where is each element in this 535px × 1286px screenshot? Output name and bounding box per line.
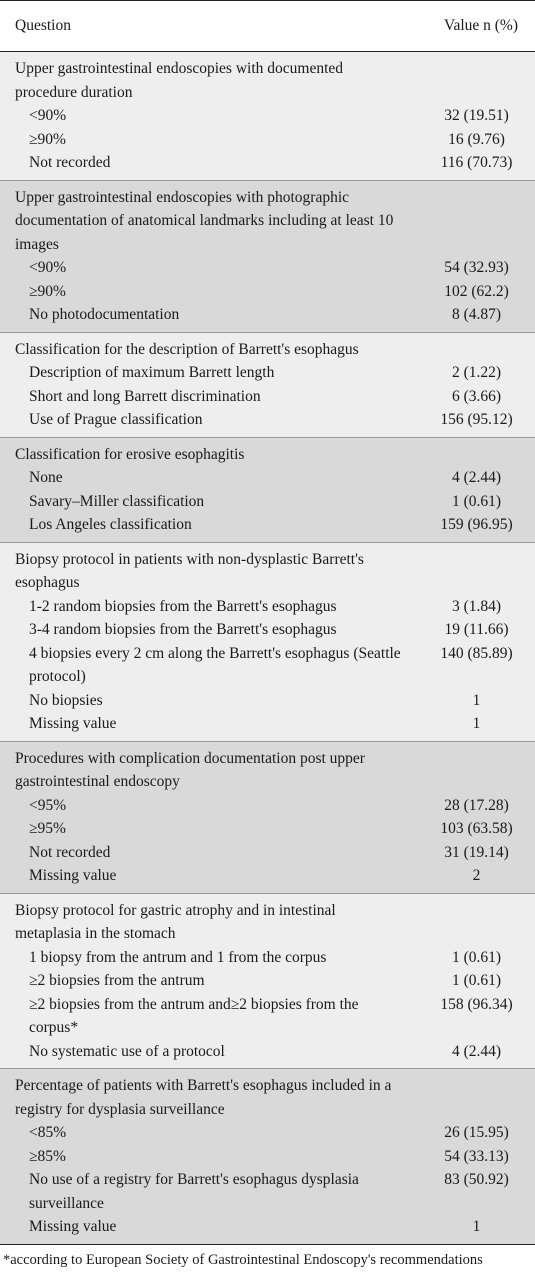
- option-value: 8 (4.87): [451, 306, 502, 323]
- option-value: 102 (62.2): [444, 282, 509, 300]
- option-label: No biopsies: [29, 691, 103, 709]
- option-value: 2 (1.22): [451, 364, 502, 381]
- group-title-row: [0, 741, 535, 794]
- table-header: [0, 1, 535, 52]
- table-row: [0, 466, 535, 490]
- option-label: ≥90%: [29, 130, 66, 148]
- option-label: Not recorded: [29, 843, 111, 861]
- option-value: 1 (0.61): [451, 948, 502, 966]
- option-value: 54 (33.13): [444, 1147, 509, 1165]
- group-title-row: [0, 893, 535, 946]
- question-group: [0, 542, 535, 741]
- table-row: [0, 841, 535, 865]
- question-column-header: Question: [0, 1, 410, 52]
- option-value: 32 (19.51): [444, 107, 509, 124]
- footnote-row: [0, 1244, 535, 1270]
- table-row: [0, 993, 535, 1040]
- table-row: [0, 817, 535, 841]
- option-value: 158 (96.34): [440, 995, 513, 1013]
- question-group: [0, 741, 535, 893]
- option-value: 4 (2.44): [451, 469, 502, 486]
- group-title: Biopsy protocol for gastric atrophy and in intestinal metaplasia in the stomach: [15, 901, 336, 942]
- table-row: [0, 104, 535, 128]
- option-label: ≥90%: [29, 282, 66, 300]
- group-title: Classification for the description of Barrett's esophagus: [15, 340, 359, 358]
- table-row: [0, 642, 535, 689]
- option-value: 2: [472, 867, 481, 884]
- question-group: [0, 332, 535, 437]
- option-value: 4 (2.44): [451, 1042, 502, 1060]
- option-label: <90%: [29, 259, 67, 276]
- table-row: [0, 946, 535, 970]
- option-label: ≥95%: [29, 820, 66, 837]
- option-label: Missing value: [29, 1218, 117, 1235]
- option-value: 1 (0.61): [451, 492, 502, 510]
- option-label: Savary–Miller classification: [29, 492, 205, 510]
- option-value: 16 (9.76): [448, 130, 505, 148]
- question-group: [0, 437, 535, 542]
- table-row: [0, 712, 535, 741]
- option-value: 26 (15.95): [444, 1124, 509, 1141]
- table-row: [0, 303, 535, 332]
- option-label: 1-2 random biopsies from the Barrett's esophagus: [29, 597, 337, 615]
- group-title: Procedures with complication documentation post upper gastrointestinal endoscopy: [15, 749, 365, 790]
- option-value: 3 (1.84): [451, 597, 502, 615]
- table-row: [0, 280, 535, 304]
- table-row: [0, 1145, 535, 1169]
- footnote: *according to European Society of Gastrointestinal Endoscopy's recommendations: [0, 1244, 535, 1270]
- group-title-row: [0, 542, 535, 595]
- group-title: Percentage of patients with Barrett's esophagus included in a registry for dysplasia surveillance: [15, 1077, 392, 1118]
- option-label: No systematic use of a protocol: [29, 1042, 225, 1060]
- group-title-row: [0, 180, 535, 256]
- group-title-value: [410, 52, 535, 105]
- group-title: Upper gastrointestinal endoscopies with photographic documentation of anatomical landmarks including at least 10 images: [15, 188, 394, 253]
- question-group: [0, 52, 535, 181]
- table-row: [0, 408, 535, 437]
- option-value: 1: [472, 691, 481, 709]
- table-footer: [0, 1244, 535, 1270]
- table-row: [0, 151, 535, 180]
- option-value: 103 (63.58): [440, 820, 513, 837]
- table-row: [0, 1040, 535, 1069]
- option-label: Description of maximum Barrett length: [29, 364, 275, 381]
- option-label: None: [29, 469, 63, 486]
- option-value: 31 (19.14): [444, 843, 509, 861]
- table-row: [0, 1121, 535, 1145]
- option-label: Use of Prague classification: [29, 411, 203, 428]
- table-row: [0, 256, 535, 280]
- option-value: 83 (50.92): [444, 1171, 509, 1188]
- table-row: [0, 1168, 535, 1215]
- option-value: 116 (70.73): [440, 154, 513, 171]
- group-title-row: [0, 52, 535, 105]
- option-label: No photodocumentation: [29, 306, 180, 323]
- option-value: 159 (96.95): [440, 516, 513, 533]
- group-title-value: [410, 180, 535, 256]
- option-value: 1: [472, 1218, 481, 1235]
- question-group: [0, 893, 535, 1069]
- group-title: Biopsy protocol in patients with non-dysplastic Barrett's esophagus: [15, 550, 364, 591]
- question-group: [0, 180, 535, 332]
- option-value: 6 (3.66): [451, 387, 502, 405]
- table-row: [0, 794, 535, 818]
- group-title-value: [410, 893, 535, 946]
- option-label: ≥85%: [29, 1147, 66, 1165]
- option-value: 1 (0.61): [451, 972, 502, 989]
- option-value: 156 (95.12): [440, 411, 513, 428]
- group-title-value: [410, 332, 535, 361]
- option-label: <90%: [29, 107, 67, 124]
- option-value: 1: [472, 715, 481, 732]
- option-value: 54 (32.93): [444, 259, 509, 276]
- group-title-row: [0, 1069, 535, 1122]
- option-label: <95%: [29, 796, 67, 814]
- option-label: No use of a registry for Barrett's esophagus dysplasia surveillance: [29, 1171, 359, 1212]
- table-row: [0, 864, 535, 893]
- option-label: 3-4 random biopsies from the Barrett's esophagus: [29, 621, 337, 638]
- header-row: [0, 1, 535, 52]
- option-label: <85%: [29, 1124, 67, 1141]
- option-label: 4 biopsies every 2 cm along the Barrett's esophagus (Seattle protocol): [29, 644, 401, 685]
- option-label: Los Angeles classification: [29, 516, 192, 533]
- option-label: ≥2 biopsies from the antrum and≥2 biopsies from the corpus*: [29, 995, 359, 1036]
- option-label: ≥2 biopsies from the antrum: [29, 972, 205, 989]
- group-title-value: [410, 1069, 535, 1122]
- option-value: 19 (11.66): [444, 621, 509, 638]
- group-title-value: [410, 542, 535, 595]
- question-group: [0, 1069, 535, 1245]
- option-value: 140 (85.89): [440, 644, 513, 662]
- option-label: Not recorded: [29, 154, 111, 171]
- option-label: Missing value: [29, 715, 117, 732]
- option-value: 28 (17.28): [444, 796, 509, 814]
- table-row: [0, 1215, 535, 1244]
- group-title: Upper gastrointestinal endoscopies with documented procedure duration: [15, 60, 344, 101]
- table-row: [0, 595, 535, 619]
- group-title: Classification for erosive esophagitis: [15, 445, 245, 463]
- table-row: [0, 128, 535, 152]
- table-row: [0, 689, 535, 713]
- table-row: [0, 385, 535, 409]
- option-label: 1 biopsy from the antrum and 1 from the corpus: [29, 948, 327, 966]
- group-title-row: [0, 332, 535, 361]
- group-title-value: [410, 741, 535, 794]
- table-row: [0, 513, 535, 542]
- value-column-header: Value n (%): [410, 1, 535, 52]
- table-row: [0, 361, 535, 385]
- table-row: [0, 490, 535, 514]
- option-label: Missing value: [29, 867, 117, 884]
- table-row: [0, 969, 535, 993]
- table-row: [0, 618, 535, 642]
- group-title-row: [0, 437, 535, 466]
- group-title-value: [410, 437, 535, 466]
- option-label: Short and long Barrett discrimination: [29, 387, 261, 405]
